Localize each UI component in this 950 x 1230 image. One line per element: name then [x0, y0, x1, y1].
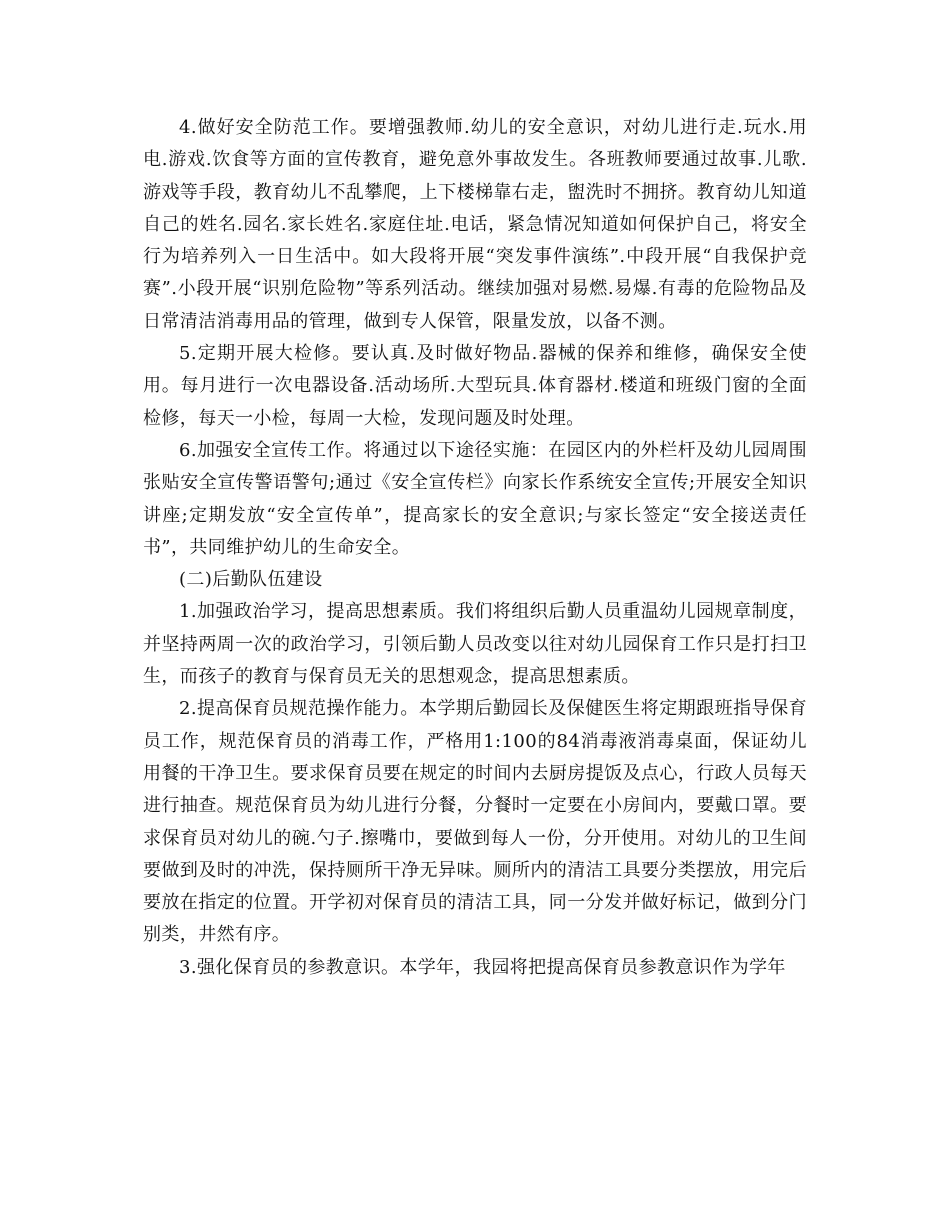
paragraph-maintenance: 5.定期开展大检修。要认真.及时做好物品.器械的保养和维修，确保安全使用。每月进行一次电器设备.活动场所.大型玩具.体育器材.楼道和班级门窗的全面检修，每天一小检，每周一大检，发现问题及时处理。 — [143, 343, 807, 429]
paragraph-safety-publicity: 6.加强安全宣传工作。将通过以下途径实施：在园区内的外栏杆及幼儿园周围张贴安全宣传警语警句;通过《安全宣传栏》向家长作系统安全宣传;开展安全知识讲座;定期发放“安全宣传单”，提高家长的安全意识;与家长签定“安全接送责任书”，共同维护幼儿的生命安全。 — [143, 439, 807, 558]
paragraph-caregiver-teaching: 3.强化保育员的参教意识。本学年，我园将把提高保育员参教意识作为学年 — [179, 956, 786, 978]
paragraph-caregiver-standards: 2.提高保育员规范操作能力。本学期后勤园长及保健医生将定期跟班指导保育员工作，规范保育员的消毒工作，严格用1:100的84消毒液消毒桌面，保证幼儿用餐的干净卫生。要求保育员要在规定的时间内去厨房提饭及点心，行政人员每天进行抽查。规范保育员为幼儿进行分餐，分餐时一定要在小房间内，要戴口罩。要求保育员对幼儿的碗.勺子.擦嘴巾，要做到每人一份，分开使用。对幼儿的卫生间要做到及时的冲洗，保持厕所干净无异味。厕所内的清洁工具要分类摆放，用完后要放在指定的位置。开学初对保育员的清洁工具，同一分发并做好标记，做到分门别类，井然有序。 — [143, 698, 807, 946]
section-heading-logistics-team: (二)后勤队伍建设 — [179, 569, 323, 591]
document-page — [143, 112, 807, 984]
paragraph-political-study: 1.加强政治学习，提高思想素质。我们将组织后勤人员重温幼儿园规章制度，并坚持两周一次的政治学习，引领后勤人员改变以往对幼儿园保育工作只是打扫卫生，而孩子的教育与保育员无关的思想观念，提高思想素质。 — [143, 601, 807, 688]
paragraph-safety-prevention: 4.做好安全防范工作。要增强教师.幼儿的安全意识，对幼儿进行走.玩水.用电.游戏.饮食等方面的宣传教育，避免意外事故发生。各班教师要通过故事.儿歌.游戏等手段，教育幼儿不乱攀爬，上下楼梯靠右走，盥洗时不拥挤。教育幼儿知道自己的姓名.园名.家长姓名.家庭住址.电话，紧急情况知道如何保护自己，将安全行为培养列入一日生活中。如大段将开展“突发事件演练”.中段开展“自我保护竞赛”.小段开展“识别危险物”等系列活动。继续加强对易燃.易爆.有毒的危险物品及日常清洁消毒用品的管理，做到专人保管，限量发放，以备不测。 — [143, 117, 807, 332]
